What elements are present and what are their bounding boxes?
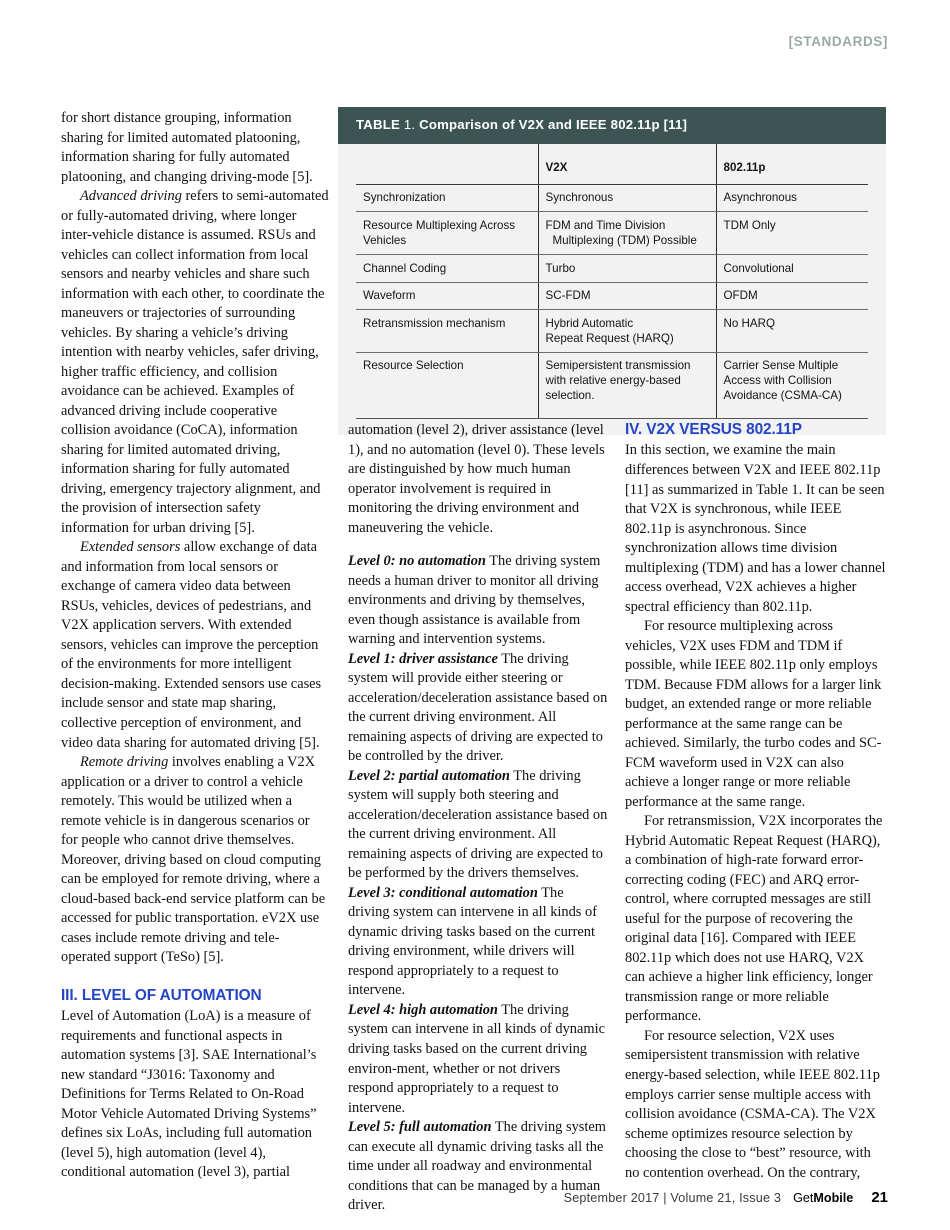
cell-v2x: SC-FDM bbox=[538, 282, 716, 310]
page-footer bbox=[0, 1189, 950, 1206]
cell-80211p: Asynchronous bbox=[716, 184, 868, 212]
cell-feature: Retransmission mechanism bbox=[356, 310, 538, 353]
paragraph-text: allow exchange of data and information from local sensors or exchange of camera video data between RSUs, vehicles, devices of pedestrians, and V2X application servers. With extended sensors, vehicles can improve the perception of the environments for more intelligent decision-making. Extended sensors use cases include sensor and state map sharing, collective perception of environment, and video data sharing for automated driving [5]. bbox=[61, 539, 322, 751]
level-2-text: The driving system will supply both steering and acceleration/deceleration assistance based on the current driving environment. All remaining aspects of driving are expected to be performed by the drivers themselves. bbox=[348, 767, 608, 882]
paragraph: For resource selection, V2X uses semipersistent transmission with relative energy-based selection, while IEEE 802.11p employs carrier sense multiple access with collision avoidance (CSMA-CA). The V2X scheme optimizes resource selection by choosing the close to “best” resource, with no contention overhead. On the contrary, bbox=[625, 1027, 880, 1181]
cell-feature: Resource Selection bbox=[356, 352, 538, 418]
table-1-container bbox=[338, 107, 886, 435]
paragraph-level-1 bbox=[348, 650, 608, 767]
level-5-text: The driving system can execute all dynamic driving tasks all the time under all roadway and environmental conditions that can be managed by a human driver. bbox=[348, 1119, 606, 1214]
footer-brand bbox=[793, 1191, 853, 1205]
cell-feature: Resource Multiplexing Across Vehicles bbox=[356, 212, 538, 255]
cell-feature: Waveform bbox=[356, 282, 538, 310]
paragraph: for short distance grouping, information sharing for limited automated platooning, information sharing for fully automated platooning, and changing driving-mode [5]. bbox=[61, 110, 313, 185]
section-heading-v2x-versus-80211p: IV. V2X VERSUS 802.11P bbox=[625, 421, 802, 438]
paragraph-level-0 bbox=[348, 552, 608, 650]
cell-v2x-line2: Repeat Request (HARQ) bbox=[545, 331, 674, 345]
body-column-1 bbox=[61, 109, 329, 1183]
paragraph-level-4 bbox=[348, 1001, 608, 1118]
column-header-feature bbox=[356, 144, 538, 185]
emphasis-remote-driving: Remote driving bbox=[80, 754, 169, 771]
cell-v2x-line1: Hybrid Automatic bbox=[545, 316, 634, 330]
cell-80211p: OFDM bbox=[716, 282, 868, 310]
level-3-label: Level 3: conditional automation bbox=[348, 884, 538, 901]
footer-issue-info: September 2017 | Volume 21, Issue 3 bbox=[563, 1191, 782, 1205]
page-number: 21 bbox=[871, 1189, 888, 1206]
section-heading-level-of-automation: III. LEVEL OF AUTOMATION bbox=[61, 986, 262, 1004]
column-header-80211p: 802.11p bbox=[716, 144, 868, 185]
table-caption bbox=[338, 107, 886, 144]
table-row bbox=[356, 255, 868, 283]
table-row bbox=[356, 310, 868, 353]
cell-v2x: Turbo bbox=[538, 255, 716, 283]
footer-brand-suffix: Mobile bbox=[813, 1191, 854, 1205]
emphasis-extended-sensors: Extended sensors bbox=[80, 539, 181, 556]
level-0-text: The driving system needs a human driver to monitor all driving environments and driving by themselves, even though assistance is available from warning and intervention systems. bbox=[348, 553, 601, 648]
paragraph-level-2 bbox=[348, 767, 608, 884]
cell-feature: Synchronization bbox=[356, 184, 538, 212]
cell-v2x-line1: FDM and Time Division bbox=[545, 218, 666, 232]
level-3-text: The driving system can intervene in all kinds of dynamic driving tasks based on the current driving environment, while drivers will respond appropriately to a request to intervene. bbox=[348, 884, 597, 999]
paragraph: For resource multiplexing across vehicles, V2X uses FDM and TDM if possible, while IEEE 802.11p only employs TDM. Because FDM allows for a larger link budget, an extended range or more reliable performance at the same range can be achieved. Similarly, the turbo codes and SC-FCM waveform used in V2X can also achieve a longer range or more reliable performance at the same range. bbox=[625, 618, 882, 810]
paragraph: automation (level 2), driver assistance (level 1), and no automation (level 0). These levels are distinguished by how much human operator involvement is required in monitoring the driving environment and maneuvering the vehicle. bbox=[348, 422, 605, 536]
paragraph bbox=[61, 753, 329, 968]
table-row bbox=[356, 212, 868, 255]
table-caption-label: TABLE bbox=[356, 117, 400, 132]
paragraph bbox=[61, 538, 329, 753]
level-1-label: Level 1: driver assistance bbox=[348, 650, 498, 667]
table-row bbox=[356, 184, 868, 212]
paragraph: For retransmission, V2X incorporates the Hybrid Automatic Repeat Request (HARQ), a combination of high-rate forward error-correcting coding (FEC) and ARQ error-control, where corrupted messages are still useful for the purpose of recovering the original data [16]. Compared with IEEE 802.11p which does not use HARQ, V2X can achieve a higher link efficiency, longer transmission range or more reliable performance. bbox=[625, 813, 883, 1025]
table-row bbox=[356, 282, 868, 310]
footer-brand-prefix: Get bbox=[793, 1191, 814, 1205]
cell-80211p: Carrier Sense Multiple Access with Collision Avoidance (CSMA-CA) bbox=[716, 352, 868, 418]
cell-v2x-line2: Multiplexing (TDM) Possible bbox=[552, 234, 697, 248]
level-5-label: Level 5: full automation bbox=[348, 1119, 492, 1136]
table-header-row bbox=[356, 144, 868, 185]
table-caption-text: Comparison of V2X and IEEE 802.11p [11] bbox=[419, 117, 688, 132]
comparison-table bbox=[356, 144, 868, 419]
paragraph-level-3 bbox=[348, 884, 608, 1001]
paragraph: Level of Automation (LoA) is a measure of requirements and functional aspects in automation systems [3]. SAE International’s new standard “J3016: Taxonomy and Definitions for Terms Related to On-Road Motor Vehicle Automated Driving Systems” defines six LoAs, including full automation (level 5), high automation (level 4), conditional automation (level 3), partial bbox=[61, 1008, 317, 1181]
cell-80211p: TDM Only bbox=[716, 212, 868, 255]
cell-80211p: Convolutional bbox=[716, 255, 868, 283]
table-row bbox=[356, 352, 868, 418]
paragraph-text: involves enabling a V2X application or a driver to control a vehicle remotely. This would be utilized when a remote vehicle is in dangerous scenarios or for people who cannot drive themselves. Moreover, driving based on cloud computing can be employed for remote driving, where a cloud-based back-end service platform can be accessed for public transportation. eV2X use cases include remote driving and tele-operated support (TeSo) [5]. bbox=[61, 754, 326, 966]
cell-v2x bbox=[538, 310, 716, 353]
body-column-2 bbox=[348, 421, 608, 1216]
level-4-label: Level 4: high automation bbox=[348, 1001, 498, 1018]
level-4-text: The driving system can intervene in all kinds of dynamic driving tasks based on the current driving environ-ment, whether or not drivers respond appropriately to a request to intervene. bbox=[348, 1001, 605, 1116]
cell-v2x: Synchronous bbox=[538, 184, 716, 212]
paragraph-spacer bbox=[348, 538, 608, 552]
emphasis-advanced-driving: Advanced driving bbox=[80, 188, 182, 205]
paragraph: In this section, we examine the main differences between V2X and IEEE 802.11p [11] as summarized in Table 1. It can be seen that V2X is synchronous, while IEEE 802.11p is asynchronous. Since synchronization allows time division multiplexing (TDM) and has a lower channel access overhead, V2X achieves a higher spectral efficiency than 802.11p. bbox=[625, 442, 886, 615]
level-0-label: Level 0: no automation bbox=[348, 553, 486, 570]
paragraph bbox=[61, 187, 329, 538]
level-1-text: The driving system will provide either steering or acceleration/deceleration assistance based on the current driving environment. All remaining aspects of driving are expected to be controlled by the driver. bbox=[348, 650, 608, 765]
table-caption-number: 1. bbox=[403, 117, 416, 132]
running-head: [STANDARDS] bbox=[788, 34, 888, 49]
paragraph-text: refers to semi-automated or fully-automated driving, where longer inter-vehicle distance is assumed. RSUs and vehicles can collect information from local sensors and nearby vehicles and share such information with each other, to coordinate the maneuvers or trajectories of surrounding vehicles. By sharing a vehicle’s driving intention with nearby vehicles, safer driving, higher traffic efficiency, and collision avoidance can be achieved. Examples of advanced driving include cooperative collision avoidance (CoCA), information sharing for limited automated driving, information sharing for fully automated driving, emergency trajectory alignment, and the provision of intersection safety information for urban driving [5]. bbox=[61, 188, 329, 536]
level-2-label: Level 2: partial automation bbox=[348, 767, 510, 784]
body-column-3 bbox=[625, 421, 887, 1183]
cell-v2x: Semipersistent transmission with relative energy-based selection. bbox=[538, 352, 716, 418]
cell-80211p: No HARQ bbox=[716, 310, 868, 353]
cell-v2x bbox=[538, 212, 716, 255]
column-header-v2x: V2X bbox=[538, 144, 716, 185]
cell-feature: Channel Coding bbox=[356, 255, 538, 283]
